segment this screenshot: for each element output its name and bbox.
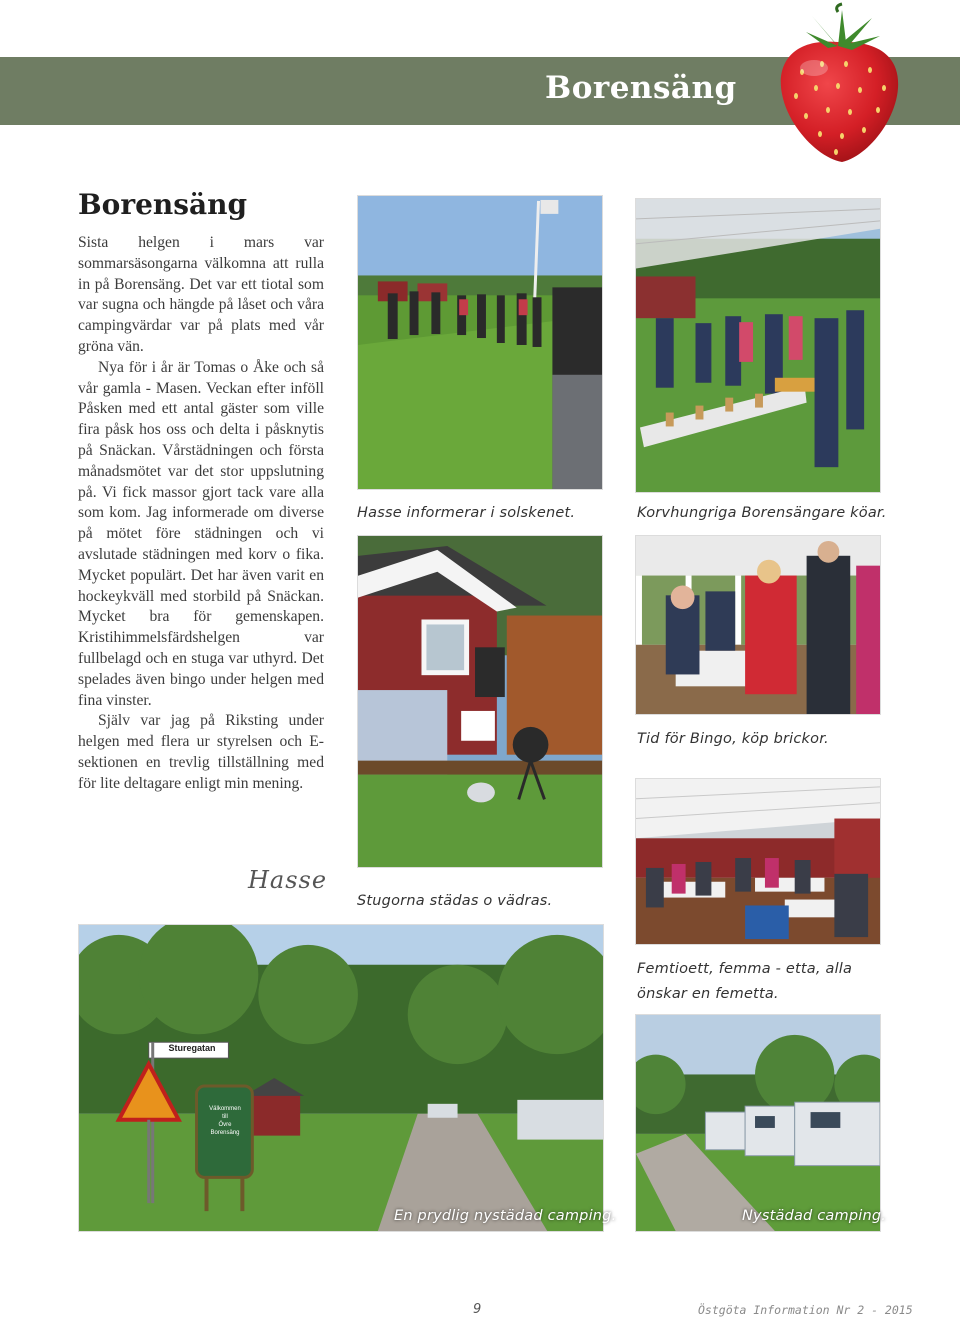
article-paragraph: Själv var jag på Riksting under helgen med flera ur styrelsen och E-sektionen en trevlig tillställning med för lite deltagare enligt min mening. [78, 712, 324, 792]
photo-bingo-cards [635, 535, 881, 715]
caption-caravans: Nystädad camping. [742, 1208, 887, 1224]
photo-sausage-queue [635, 198, 881, 493]
article-paragraph: Nya för i år är Tomas o Åke och så vår gamla - Masen. Veckan efter inföll Påsken med ett antal gäster som ville fira påsk hos oss och delta i påsknytis på Snäckan. Vårstädningen och första månadsmötet var det stor uppslutning på. Vi fick massor gjort tack vare alla som kom. Jag informerade om diverse på mötet före städningen och vi avslutade städningen med korv o fika. Mycket populärt. Det har även varit en hockeykväll med storbild på Snäckan. Mycket bra för gemenskapen. Kristihimmelsfärdshelgen var fullbelagd och en stuga var uthyrd. Det spelades även bingo under helgen med fina vinster. [78, 358, 324, 709]
caption-campsite-road: En prydlig nystädad camping. [394, 1208, 617, 1224]
photo-flag-meeting [357, 195, 603, 490]
caption-flag-meeting: Hasse informerar i solskenet. [357, 505, 576, 521]
article-paragraph: Sista helgen i mars var sommarsäsongarna välkomna att rulla in på Borensäng. Det var ett tiotal som var sugna och hängde på låset och våra campingvärdar var på plats med vår gröna vän. [78, 234, 324, 355]
photo-bingo-hall [635, 778, 881, 945]
page-number: 9 [473, 1302, 482, 1317]
photo-cabin [357, 535, 603, 868]
photo-caravans [635, 1014, 881, 1232]
article-body [78, 233, 324, 795]
welcome-sign-line: till [222, 1114, 228, 1120]
welcome-sign-text [201, 1105, 249, 1137]
caption-bingo-hall: Femtioett, femma - etta, alla önskar en femetta. [637, 961, 853, 1002]
article-heading: Borensäng [78, 188, 248, 221]
welcome-sign-line: Borensäng [210, 1130, 240, 1136]
street-sign-text: Sturegatan [168, 1043, 216, 1053]
welcome-sign-line: Välkommen [209, 1106, 241, 1112]
caption-sausage-queue: Korvhungriga Borensängare köar. [637, 505, 887, 521]
author-signature: Hasse [248, 866, 328, 894]
caption-bingo-cards: Tid för Bingo, köp brickor. [637, 731, 829, 747]
header-title: Borensäng [545, 70, 737, 106]
photo-campsite-road [78, 924, 604, 1232]
caption-cabin: Stugorna städas o vädras. [357, 893, 553, 909]
footer-publication: Östgöta Information Nr 2 - 2015 [698, 1303, 913, 1317]
strawberry-logo [772, 2, 904, 166]
welcome-sign-line: Övre [218, 1122, 232, 1128]
